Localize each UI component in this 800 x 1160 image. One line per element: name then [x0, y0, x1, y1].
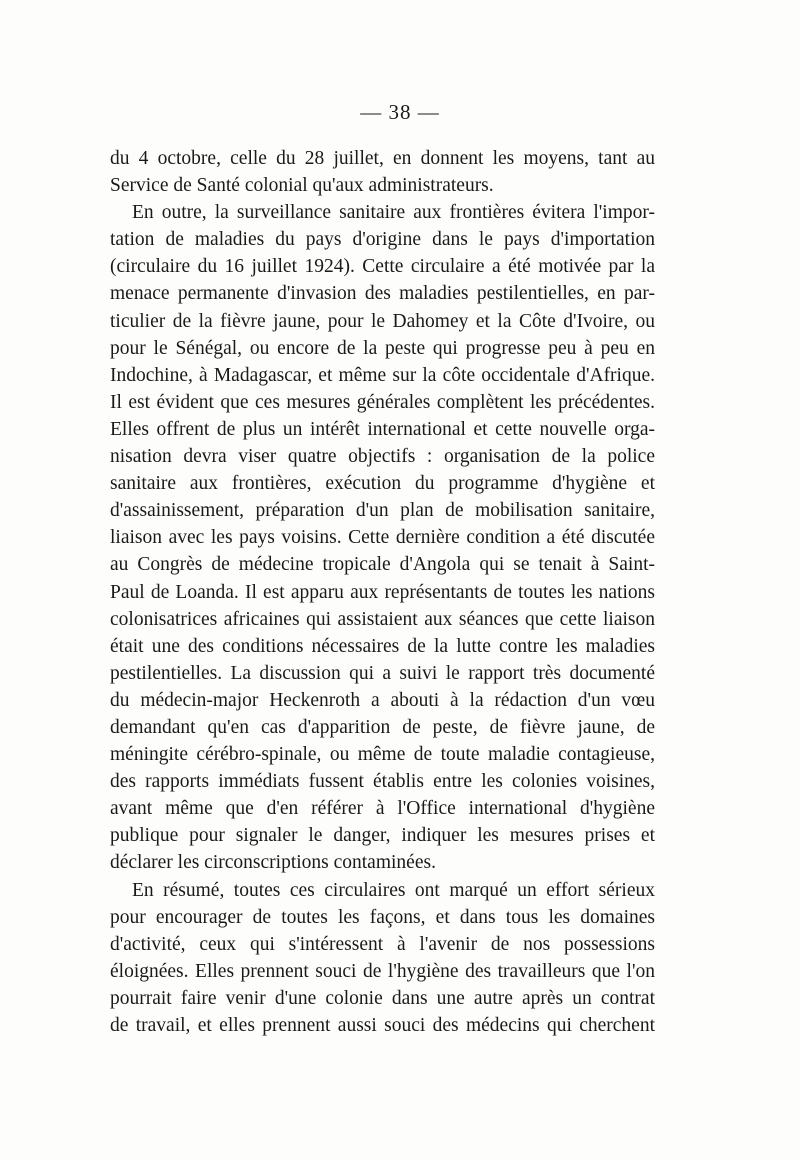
text-line: des rapports immédiats fussent établis entre les colonies voisines, [110, 771, 655, 793]
text-line: méningite cérébro-spinale, ou même de toute maladie contagieuse, [110, 744, 655, 766]
text-line: d'assainissement, préparation d'un plan de mobilisation sanitaire, [110, 500, 655, 522]
text-line: Elles offrent de plus un intérêt international et cette nouvelle orga- [110, 418, 655, 440]
page-number: — 38 — [360, 100, 440, 124]
text-line: pourrait faire venir d'une colonie dans une autre après un contrat [110, 987, 655, 1009]
text-line: nisation devra viser quatre objectifs : organisation de la police [110, 446, 655, 468]
text-line: du 4 octobre, celle du 28 juillet, en donnent les moyens, tant au [110, 148, 655, 169]
text-line: éloignées. Elles prennent souci de l'hygiène des travailleurs que l'on [110, 960, 655, 982]
text-line: ticulier de la fièvre jaune, pour le Dahomey et la Côte d'Ivoire, ou [110, 310, 655, 332]
text-line: En résumé, toutes ces circulaires ont marqué un effort sérieux [132, 879, 655, 901]
text-line: publique pour signaler le danger, indiquer les mesures prises et [110, 825, 655, 847]
body-text [110, 145, 655, 1039]
text-line: menace permanente d'invasion des maladies pestilentielles, en par- [110, 283, 655, 305]
text-line: Indochine, à Madagascar, et même sur la côte occidentale d'Afrique. [110, 364, 655, 386]
text-line: Paul de Loanda. Il est apparu aux représentants de toutes les nations [110, 581, 655, 603]
text-line: Il est évident que ces mesures générales complètent les précédentes. [110, 391, 655, 413]
text-line: était une des conditions nécessaires de la lutte contre les maladies [110, 635, 655, 657]
text-line: avant même que d'en référer à l'Office international d'hygiène [110, 798, 655, 820]
text-line: pour encourager de toutes les façons, et dans tous les domaines [110, 906, 655, 928]
text-line: pour le Sénégal, ou encore de la peste qui progresse peu à peu en [110, 337, 655, 359]
text-line: du médecin-major Heckenroth a abouti à la rédaction d'un vœu [110, 689, 655, 711]
text-line: au Congrès de médecine tropicale d'Angola qui se tenait à Saint- [110, 554, 655, 576]
text-line: colonisatrices africaines qui assistaient aux séances que cette liaison [110, 608, 655, 630]
text-line: sanitaire aux frontières, exécution du programme d'hygiène et [110, 473, 655, 495]
text-line: tation de maladies du pays d'origine dans le pays d'importation [110, 229, 655, 251]
text-line: demandant qu'en cas d'apparition de peste, de fièvre jaune, de [110, 716, 655, 738]
text-line: En outre, la surveillance sanitaire aux frontières évitera l'impor- [132, 202, 655, 224]
text-line: de travail, et elles prennent aussi souci des médecins qui cherchent [110, 1015, 655, 1036]
text-line: d'activité, ceux qui s'intéressent à l'avenir de nos possessions [110, 933, 655, 955]
text-line: (circulaire du 16 juillet 1924). Cette circulaire a été motivée par la [110, 256, 655, 278]
text-line: déclarer les circonscriptions contaminées. [110, 852, 436, 874]
text-line: pestilentielles. La discussion qui a suivi le rapport très documenté [110, 662, 655, 684]
text-line: Service de Santé colonial qu'aux administrateurs. [110, 175, 494, 197]
text-line: liaison avec les pays voisins. Cette dernière condition a été discutée [110, 527, 655, 549]
